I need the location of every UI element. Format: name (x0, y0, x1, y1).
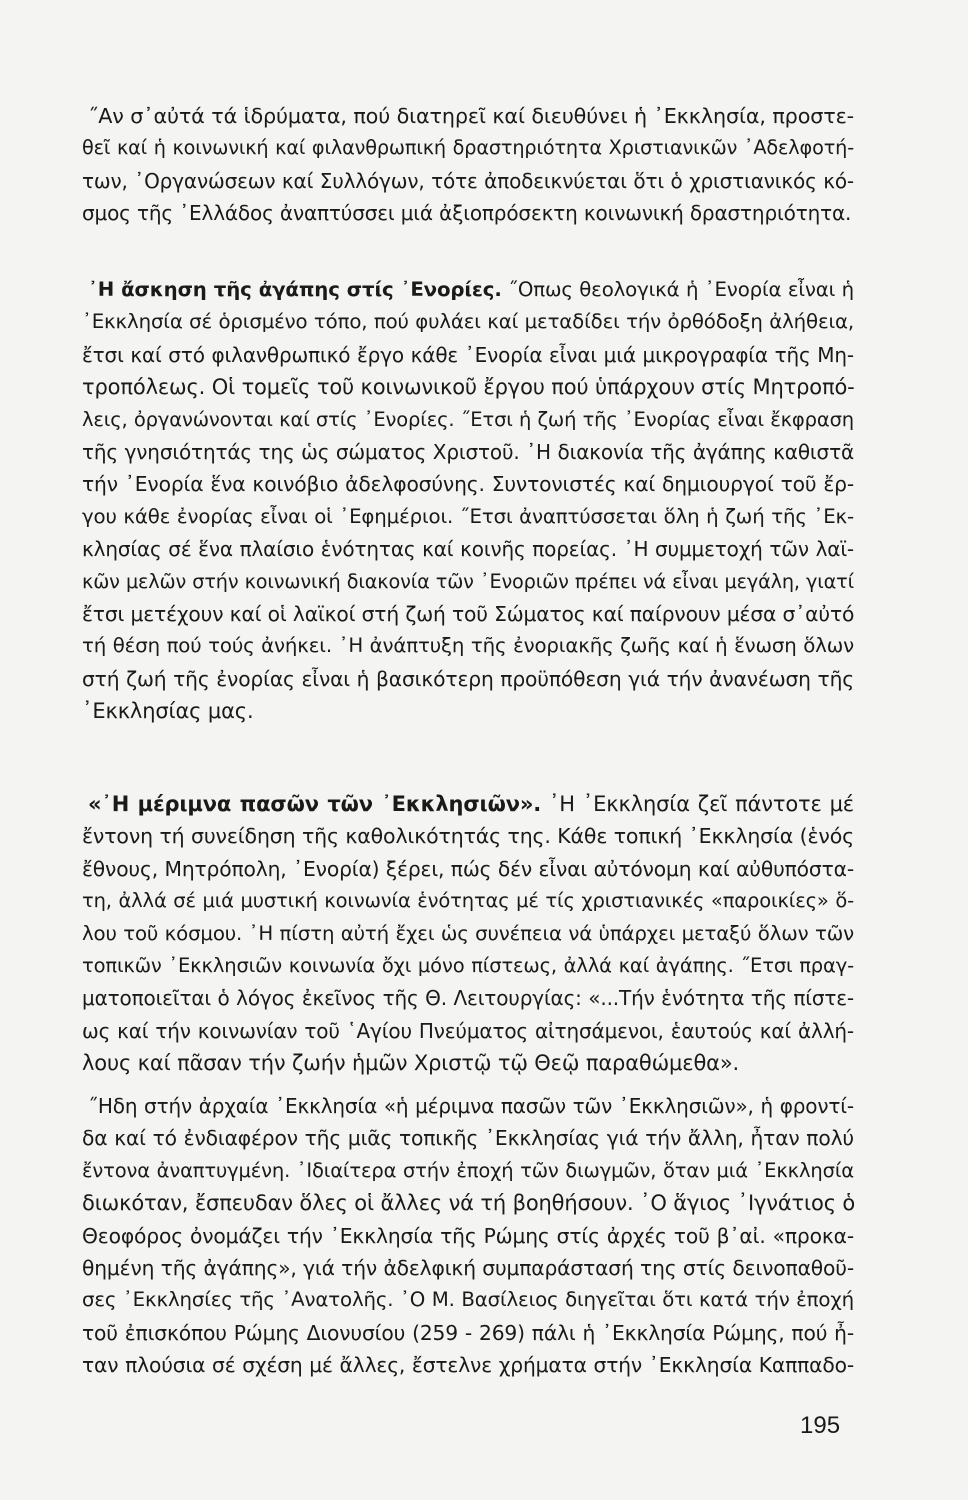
body-text: τη, ἀλλά σέ μιά μυστική κοινωνία ἑνότητας μέ τίς χριστιανικές «παροικίες» ὅ- (82, 889, 854, 913)
body-text: δα καί τό ἐνδιαφέρον τῆς μιᾶς τοπικῆς ᾽Εκκλησίας γιά τήν ἄλλη, ἦταν πολύ (82, 1126, 854, 1151)
text-line (82, 853, 854, 885)
body-text: ᾽Εκκλησία σέ ὁρισμένο τόπο, πού φυλάει καί μεταδίδει τήν ὀρθόδοξη ἀλήθεια, (82, 310, 854, 334)
text-line (82, 885, 854, 917)
body-text: σμος τῆς ᾽Ελλάδος ἀναπτύσσει μιά ἀξιοπρόσεκτη κοινωνική δραστηριότητα. (82, 201, 852, 226)
text-line (82, 598, 854, 630)
body-text: ματοποιεῖται ὁ λόγος ἐκεῖνος τῆς Θ. Λειτουργίας: «...Τήν ἑνότητα τῆς πίστε- (82, 986, 854, 1011)
body-text: ἔντονα ἀναπτυγμένη. ᾽Ιδιαίτερα στήν ἐποχή τῶν διωγμῶν, ὅταν μιά ᾽Εκκλησία (82, 1158, 854, 1182)
body-text: Θεοφόρος ὀνομάζει τήν ᾽Εκκλησία τῆς Ρώμης στίς ἀρχές τοῦ β᾽αἰ. «προκα- (82, 1223, 854, 1248)
text-line (82, 1187, 854, 1219)
body-text: ˝Ηδη στήν ἀρχαία ᾽Εκκλησία «ἡ μέριμνα πασῶν τῶν ᾽Εκκλησιῶν», ἡ φροντί- (88, 1094, 854, 1118)
body-text: ἔθνους, Μητρόπολη, ᾽Ενορία) ξέρει, πώς δέν εἶναι αὐτόνομη καί αὐθυπόστα- (82, 856, 854, 881)
body-text: τοπικῶν ᾽Εκκλησιῶν κοινωνία ὄχι μόνο πίστεως, ἀλλά καί ἀγάπης. ˝Ετσι πραγ- (82, 953, 854, 977)
body-text: τροπόλεως. Οἱ τομεῖς τοῦ κοινωνικοῦ ἔργου πού ὑπάρχουν στίς Μητροπό- (82, 375, 855, 400)
body-text: τήν ᾽Ενορία ἕνα κοινόβιο ἀδελφοσύνης. Συντονιστές καί δημιουργοί τοῦ ἔρ- (82, 472, 854, 497)
text-line (82, 1252, 854, 1284)
text-line (82, 1155, 854, 1187)
text-line (82, 371, 854, 403)
body-text: ᾽Η ᾽Εκκλησία ζεῖ πάντοτε μέ (541, 792, 854, 816)
text-line (82, 1317, 854, 1349)
text-line (82, 1122, 854, 1154)
body-text: διωκόταν, ἔσπευδαν ὅλες οἱ ἄλλες νά τή βοηθήσουν. ᾽Ο ἅγιος ᾽Ιγνάτιος ὁ (82, 1191, 856, 1216)
body-text: λου τοῦ κόσμου. ᾽Η πίστη αὐτή ἔχει ὡς συνέπεια νά ὑπάρχει μεταξύ ὅλων τῶν (82, 921, 854, 945)
text-line (82, 820, 854, 852)
body-text: κῶν μελῶν στήν κοινωνική διακονία τῶν ᾽Ενοριῶν πρέπει νά εἶναι μεγάλη, γιατί (82, 569, 854, 593)
text-line (82, 1349, 854, 1381)
text-line (82, 695, 854, 727)
text-line (82, 501, 854, 533)
section-heading: ᾽Η ἄσκηση τῆς ἀγάπης στίς ᾽Ενορίες. (88, 278, 502, 301)
text-line (82, 306, 854, 338)
text-line (82, 165, 854, 197)
text-line (82, 1090, 854, 1122)
text-line (82, 663, 854, 695)
body-text: τοῦ ἐπισκόπου Ρώμης Διονυσίου (259 - 269) πάλι ἡ ᾽Εκκλησία Ρώμης, πού ἦ- (82, 1320, 854, 1345)
text-line (82, 1047, 854, 1079)
body-text: κλησίας σέ ἕνα πλαίσιο ἑνότητας καί κοινῆς πορείας. ᾽Η συμμετοχή τῶν λαϊ- (82, 537, 854, 562)
body-text: γου κάθε ἐνορίας εἶναι οἱ ᾽Εφημέριοι. ˝Ετσι ἀναπτύσσεται ὅλη ἡ ζωή τῆς ᾽Εκ- (82, 504, 854, 528)
body-text: ταν πλούσια σέ σχέση μέ ἄλλες, ἔστελνε χρήματα στήν ᾽Εκκλησία Καππαδο- (82, 1353, 854, 1378)
text-line (82, 533, 854, 565)
text-line (82, 1284, 854, 1316)
text-line (82, 468, 854, 500)
text-line (82, 132, 854, 164)
body-text: θημένη τῆς ἀγάπης», γιά τήν ἀδελφική συμπαράστασή της στίς δεινοπαθοῦ- (82, 1255, 854, 1280)
text-line (82, 436, 854, 468)
text-line (82, 274, 854, 306)
text-line (82, 950, 854, 982)
body-text: τῆς γνησιότητάς της ὡς σώματος Χριστοῦ. ᾽Η διακονία τῆς ἀγάπης καθιστᾶ (82, 439, 854, 464)
body-text: στή ζωή τῆς ἐνορίας εἶναι ἡ βασικότερη προϋπόθεση γιά τήν ἀνανέωση τῆς (82, 666, 854, 691)
body-text: θεῖ καί ἡ κοινωνική καί φιλανθρωπική δραστηριότητα Χριστιανικῶν ᾽Αδελφοτή- (82, 136, 854, 160)
text-line (82, 197, 854, 229)
page-number: 195 (800, 1412, 841, 1439)
body-text: ως καί τήν κοινωνίαν τοῦ ῾Αγίου Πνεύματος αἰτησάμενοι, ἑαυτούς καί ἀλλή- (82, 1018, 854, 1043)
text-line (82, 566, 854, 598)
body-text: ἔτσι μετέχουν καί οἱ λαϊκοί στή ζωή τοῦ Σώματος καί παίρνουν μέσα σ᾽αὐτό (82, 601, 855, 626)
body-text: ἔντονη τή συνείδηση τῆς καθολικότητάς της. Κάθε τοπική ᾽Εκκλησία (ἑνός (82, 824, 854, 849)
text-line (82, 788, 854, 820)
text-line (82, 918, 854, 950)
body-text: σες ᾽Εκκλησίες τῆς ᾽Ανατολῆς. ᾽Ο Μ. Βασίλειος διηγεῖται ὅτι κατά τήν ἐποχή (82, 1288, 854, 1312)
body-text: των, ᾽Οργανώσεων καί Συλλόγων, τότε ἀποδεικνύεται ὅτι ὁ χριστιανικός κό- (82, 168, 854, 193)
paragraph-parish-love (82, 274, 854, 727)
body-text: λεις, ὀργανώνονται καί στίς ᾽Ενορίες. ˝Ετσι ἡ ζωή τῆς ᾽Ενορίας εἶναι ἔκφραση (82, 407, 854, 431)
body-text: ᾽Εκκλησίας μας. (82, 699, 254, 724)
text-line (82, 1015, 854, 1047)
body-text: λους καί πᾶσαν τήν ζωήν ἡμῶν Χριστῷ τῷ Θεῷ παραθώμεθα». (82, 1051, 740, 1076)
body-text: τή θέση πού τούς ἀνήκει. ᾽Η ἀνάπτυξη τῆς ἐνοριακῆς ζωῆς καί ἡ ἕνωση ὅλων (82, 634, 854, 658)
text-line (82, 339, 854, 371)
body-text: ˝Οπως θεολογικά ἡ ᾽Ενορία εἶναι ἡ (501, 278, 854, 301)
paragraph-charitable-institutions (82, 100, 854, 230)
text-line (82, 1220, 854, 1252)
text-line (82, 630, 854, 662)
body-text: ἔτσι καί στό φιλανθρωπικό ἔργο κάθε ᾽Ενορία εἶναι μιά μικρογραφία τῆς Μη- (82, 342, 854, 367)
text-line (82, 404, 854, 436)
text-line (82, 982, 854, 1014)
paragraph-care-of-churches (82, 788, 854, 1080)
text-line (82, 100, 854, 132)
body-text: ˝Αν σ᾽αὐτά τά ἱδρύματα, πού διατηρεῖ καί διευθύνει ἡ ᾽Εκκλησία, προστε- (88, 104, 854, 128)
paragraph-ancient-church (82, 1090, 854, 1382)
section-heading: «᾽Η μέριμνα πασῶν τῶν ᾽Εκκλησιῶν». (88, 792, 542, 816)
